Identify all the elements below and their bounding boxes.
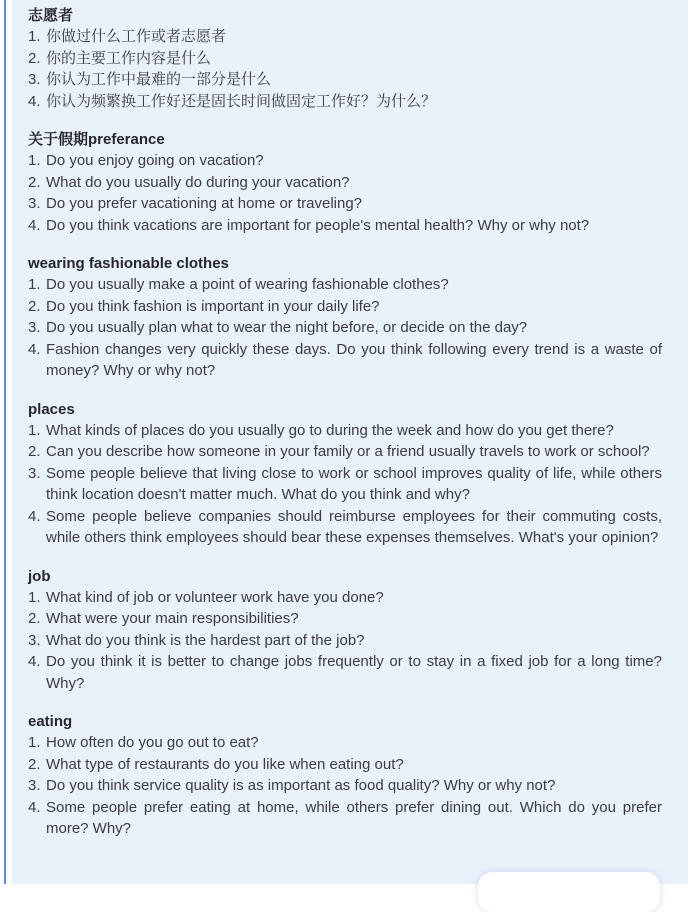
- question-list: [28, 587, 662, 695]
- question-item: Some people prefer eating at home, while others prefer dining out. Which do you prefer more? Why?: [46, 798, 662, 837]
- question-list: [28, 150, 662, 236]
- question-item: How often do you go out to eat?: [46, 734, 259, 751]
- section-title: wearing fashionable clothes: [28, 255, 229, 272]
- question-item: What type of restaurants do you like when eating out?: [46, 755, 404, 773]
- question-item: Do you enjoy going on vacation?: [46, 152, 264, 169]
- section-title: 关于假期preferance: [28, 131, 165, 148]
- section-title: 志愿者: [28, 7, 74, 24]
- question-list: [28, 420, 662, 549]
- question-item: What do you think is the hardest part of the job?: [46, 631, 365, 649]
- question-item: 你认为频繁换工作好还是固长时间做固定工作好？为什么？: [46, 92, 437, 110]
- question-item: What kinds of places do you usually go to during the week and how do you get there?: [46, 421, 614, 439]
- question-item: Do you usually make a point of wearing fashionable clothes?: [46, 276, 449, 293]
- question-list: [28, 274, 662, 382]
- question-sheet-panel: [12, 0, 688, 884]
- question-item: Do you prefer vacationing at home or traveling?: [46, 195, 363, 212]
- question-item: 你的主要工作内容是什么: [46, 49, 212, 67]
- question-section: [28, 399, 662, 549]
- next-message-bubble: [478, 872, 660, 912]
- question-item: What do you usually do during your vacation?: [46, 173, 350, 191]
- question-item: Do you think service quality is as important as food quality? Why or why not?: [46, 777, 556, 794]
- question-section: [28, 5, 662, 112]
- question-item: What kind of job or volunteer work have you done?: [46, 588, 384, 606]
- question-section: [28, 253, 662, 382]
- question-item: 你做过什么工作或者志愿者: [46, 28, 227, 45]
- section-title: places: [28, 400, 75, 418]
- question-item: Do you think it is better to change jobs frequently or to stay in a fixed job for a long time? Why?: [46, 653, 662, 692]
- question-section: [28, 711, 662, 840]
- question-list: [28, 26, 662, 112]
- left-accent-line: [4, 0, 6, 884]
- question-item: Do you think vacations are important for people's mental health? Why or why not?: [46, 216, 590, 234]
- section-title: eating: [28, 713, 73, 730]
- question-section: [28, 566, 662, 695]
- section-title: job: [28, 567, 51, 585]
- question-item: Can you describe how someone in your family or a friend usually travels to work or school?: [46, 443, 650, 460]
- question-list: [28, 732, 662, 840]
- question-item: Fashion changes very quickly these days. Do you think following every trend is a waste of money? Why or why not?: [46, 340, 662, 379]
- question-item: Some people believe companies should reimburse employees for their commuting costs, while others think employees should bear these expenses themselves. What's your opinion?: [46, 507, 662, 546]
- question-item: Do you usually plan what to wear the night before, or decide on the day?: [46, 319, 528, 336]
- question-item: Some people believe that living close to work or school improves quality of life, while others think location doesn't matter much. What do you think and why?: [46, 464, 662, 503]
- question-section: [28, 129, 662, 236]
- question-item: 你认为工作中最难的一部分是什么: [46, 71, 272, 88]
- question-item: Do you think fashion is important in your daily life?: [46, 297, 380, 315]
- question-item: What were your main responsibilities?: [46, 610, 299, 627]
